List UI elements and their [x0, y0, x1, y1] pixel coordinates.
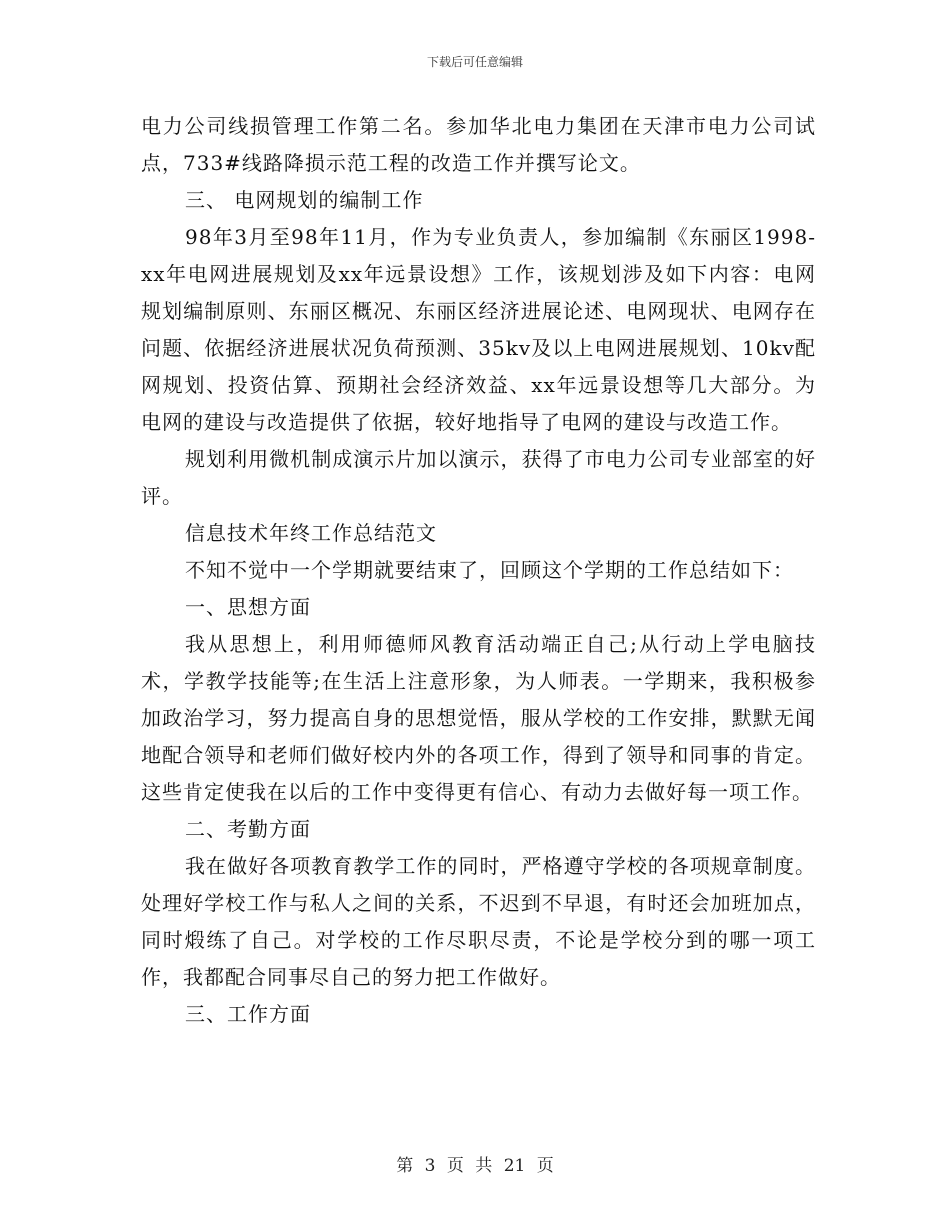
section-heading: 二、考勤方面 [185, 817, 311, 841]
paragraph: 规划利用微机制成演示片加以演示，获得了市电力公司专业部室的好评。 [141, 447, 816, 508]
section-heading: 三、工作方面 [185, 1002, 311, 1026]
document-body [141, 108, 816, 1033]
paragraph: 电力公司线损管理工作第二名。参加华北电力集团在天津市电力公司试点，733#线路降损示范工程的改造工作并撰写论文。 [141, 114, 816, 175]
section-heading: 一、思想方面 [185, 595, 311, 619]
page-number: 第 3 页 共 21 页 [396, 1156, 554, 1176]
paragraph: 我在做好各项教育教学工作的同时，严格遵守学校的各项规章制度。处理好学校工作与私人之间的关系，不迟到不早退，有时还会加班加点，同时煅练了自己。对学校的工作尽职尽责，不论是学校分到的哪一项工作，我都配合同事尽自己的努力把工作做好。 [141, 854, 816, 989]
paragraph: 我从思想上，利用师德师风教育活动端正自己;从行动上学电脑技术，学教学技能等;在生活上注意形象，为人师表。一学期来，我积极参加政治学习，努力提高自身的思想觉悟，服从学校的工作安排，默默无闻地配合领导和老师们做好校内外的各项工作，得到了领导和同事的肯定。这些肯定使我在以后的工作中变得更有信心、有动力去做好每一项工作。 [141, 632, 816, 804]
section-heading: 三、 电网规划的编制工作 [185, 188, 424, 212]
paragraph: 98年3月至98年11月，作为专业负责人，参加编制《东丽区1998-xx年电网进展规划及xx年远景设想》工作，该规划涉及如下内容：电网规划编制原则、东丽区概况、东丽区经济进展论述、电网现状、电网存在问题、依据经济进展状况负荷预测、35kv及以上电网进展规划、10kv配网规划、投资估算、预期社会经济效益、xx年远景设想等几大部分。为电网的建设与改造提供了依据，较好地指导了电网的建设与改造工作。 [141, 225, 816, 434]
page-header: 下载后可任意编辑 [426, 55, 523, 69]
paragraph: 不知不觉中一个学期就要结束了，回顾这个学期的工作总结如下： [185, 558, 794, 582]
document-title: 信息技术年终工作总结范文 [185, 521, 437, 545]
